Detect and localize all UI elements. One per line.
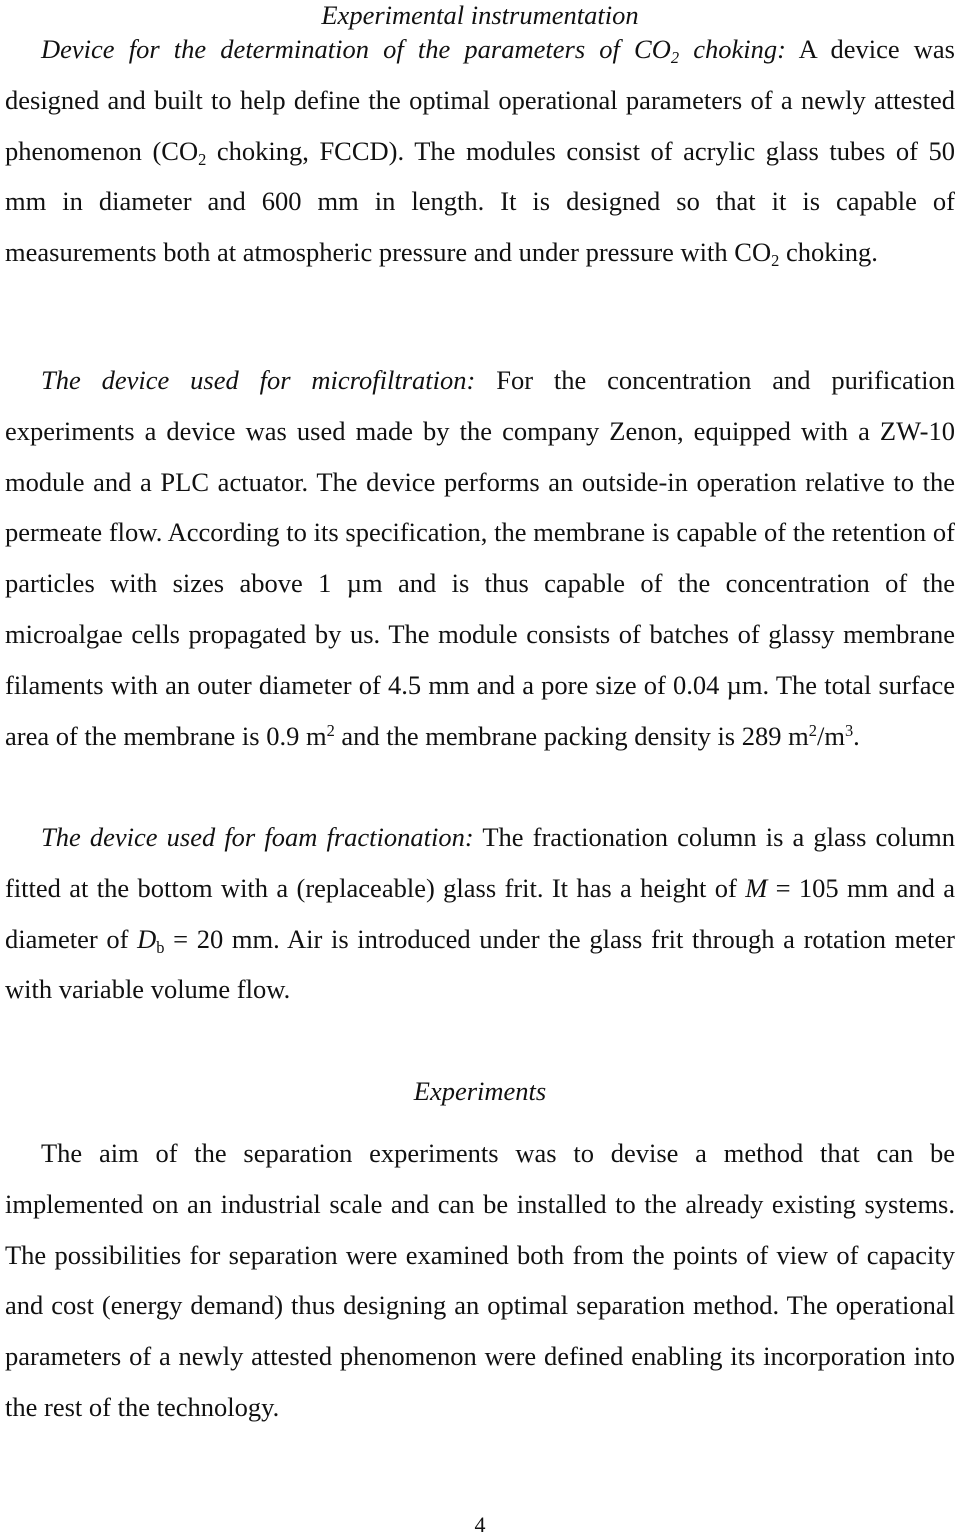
paragraph-foam-fractionation: The device used for foam fractionation: The fractionation column is a glass column fitted at the bottom with a (replaceable) glass frit. It has a height of M = 105 mm and a diameter of $D_b = 20$ mm. Air is introduced under the glass frit through a rotation meter with variable volume flow. <box>5 822 955 1005</box>
section-title-instrumentation: Experimental instrumentation <box>321 0 639 30</box>
page-number: 4 <box>474 1512 486 1537</box>
paragraph-experiments: The aim of the separation experiments was to devise a method that can be implemented on an industrial scale and can be installed to the already existing systems. The possibilities for separation were examined both from the points of view of capacity and cost (energy demand) thus designing an optimal separation method. The operational parameters of a newly attested phenomenon were defined enabling its incorporation into the rest of the technology. <box>5 1138 955 1422</box>
section-title-experiments: Experiments <box>413 1076 547 1106</box>
paragraph-lead: The device used for microfiltration: <box>41 365 476 395</box>
paragraph-lead: Device for the determination of the parameters of $CO_2$ choking: <box>41 34 786 67</box>
paragraph-lead: The device used for foam fractionation: <box>41 822 474 852</box>
paragraph-microfiltration: The device used for microfiltration: For the concentration and purification experiments a device was used made by the company Zenon, equipped with a ZW-10 module and a PLC actuator. The device performs an outside-in operation relative to the permeate flow. According to its specification, the membrane is capable of the retention of particles with sizes above 1 µm and is thus capable of the concentration of the microalgae cells propagated by us. The module consists of batches of glassy membrane filaments with an outer diameter of 4.5 mm and a pore size of 0.04 µm. The total surface area of the membrane is 0.9 $m^2$ and the membrane packing density is 289 $m^2/m^3$. <box>5 365 955 751</box>
paragraph-co2-device: Device for the determination of the parameters of $CO_2$ choking: A device was designed and built to help define the optimal operational parameters of a newly attested phenomenon ($CO_2$ choking, FCCD). The modules consist of acrylic glass tubes of 50 mm in diameter and 600 mm in length. It is designed so that it is capable of measurements both at atmospheric pressure and under pressure with $CO_2$ choking. <box>5 34 955 271</box>
